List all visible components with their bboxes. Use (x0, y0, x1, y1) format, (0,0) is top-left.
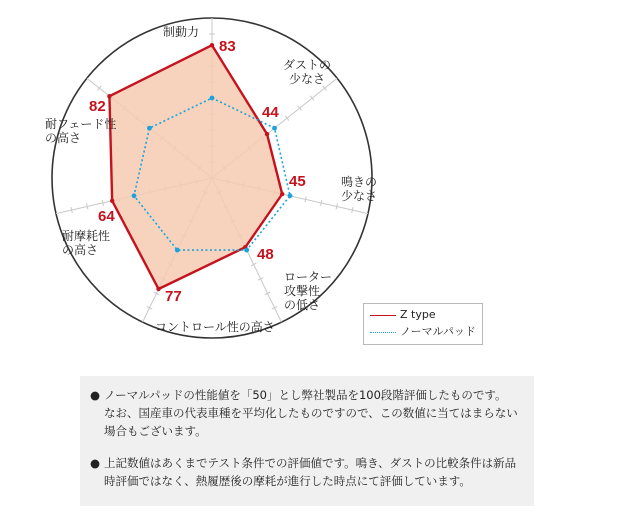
value-label-controllability: 77 (165, 288, 182, 305)
value-label-wear-resistance: 64 (98, 208, 115, 225)
axis-label-controllability (155, 320, 275, 334)
value-label-braking-power: 83 (219, 38, 236, 55)
data-point (156, 287, 160, 291)
axis-tick (87, 204, 88, 210)
axis-label-line: ローター (284, 270, 333, 284)
axis-label-low-noise (341, 175, 377, 203)
axis-label-line: 少なさ (289, 72, 326, 86)
data-point (210, 43, 214, 47)
data-point (280, 192, 284, 196)
note-line: 上記数値はあくまでテスト条件での評価値です。鳴き、ダストの比較条件は新品 (104, 456, 517, 470)
bullet-icon: ● (90, 456, 101, 470)
data-point (288, 193, 293, 198)
axis-tick (336, 204, 337, 210)
legend-swatch-dotted-blue (370, 332, 396, 333)
legend-item-z-type (364, 308, 480, 322)
data-point (272, 126, 277, 131)
data-point (210, 96, 215, 101)
note-line: ノーマルパッドの性能値を「50」とし弊社製品を100段階評価したものです。 (104, 388, 507, 402)
legend-item-normal-pad (364, 325, 480, 339)
legend-label: ノーマルパッド (400, 325, 476, 338)
axis-tick (321, 200, 322, 206)
axis-label-braking-power (163, 25, 199, 39)
axis-label-line: 少なさ (341, 189, 378, 203)
axis-label-line: の高さ (62, 243, 99, 257)
data-point (132, 193, 137, 198)
bullet-icon: ● (90, 388, 101, 402)
data-point (175, 248, 180, 253)
notes-box (80, 376, 534, 506)
note-line: 時評価ではなく、熱履歴後の摩耗が進行した時点にて評価しています。 (104, 474, 471, 488)
chart-legend (363, 303, 483, 345)
axis-label-line: 鳴きの (341, 175, 378, 189)
data-point (147, 126, 152, 131)
axis-label-low-dust (283, 58, 331, 86)
axis-label-fade-resistance (45, 117, 116, 145)
axis-label-line: の高さ (45, 131, 82, 145)
value-label-fade-resistance: 82 (89, 98, 106, 115)
axis-tick (71, 207, 72, 213)
value-label-low-noise: 45 (289, 173, 306, 190)
axis-label-line: コントロール性の高さ (155, 320, 275, 334)
data-point (265, 132, 269, 136)
value-label-low-rotor-wear: 48 (257, 246, 274, 263)
note-item (90, 386, 518, 440)
data-point (107, 94, 111, 98)
axis-label-wear-resistance (62, 229, 110, 257)
axis-label-line: 制動力 (163, 25, 200, 39)
axis-label-line: ダストの (283, 58, 332, 72)
axis-label-line: 耐摩耗性 (62, 229, 111, 243)
axis-label-line: 耐フェード性 (45, 117, 117, 131)
legend-label: Z type (400, 308, 436, 321)
legend-swatch-solid-red (370, 315, 396, 316)
axis-label-line: の低さ (284, 298, 321, 312)
data-point (244, 248, 249, 253)
axis-label-low-rotor-wear (284, 270, 332, 312)
note-line: なお、国産車の代表車種を平均化したものですので、この数値に当てはまらない (104, 406, 518, 420)
axis-label-line: 攻撃性 (284, 284, 321, 298)
note-item (90, 454, 516, 490)
axis-tick (352, 207, 353, 213)
axis-tick (305, 196, 306, 202)
note-line: 場合もございます。 (104, 424, 207, 438)
data-point (110, 199, 114, 203)
value-label-low-dust: 44 (262, 104, 279, 121)
axis-tick (102, 200, 103, 206)
